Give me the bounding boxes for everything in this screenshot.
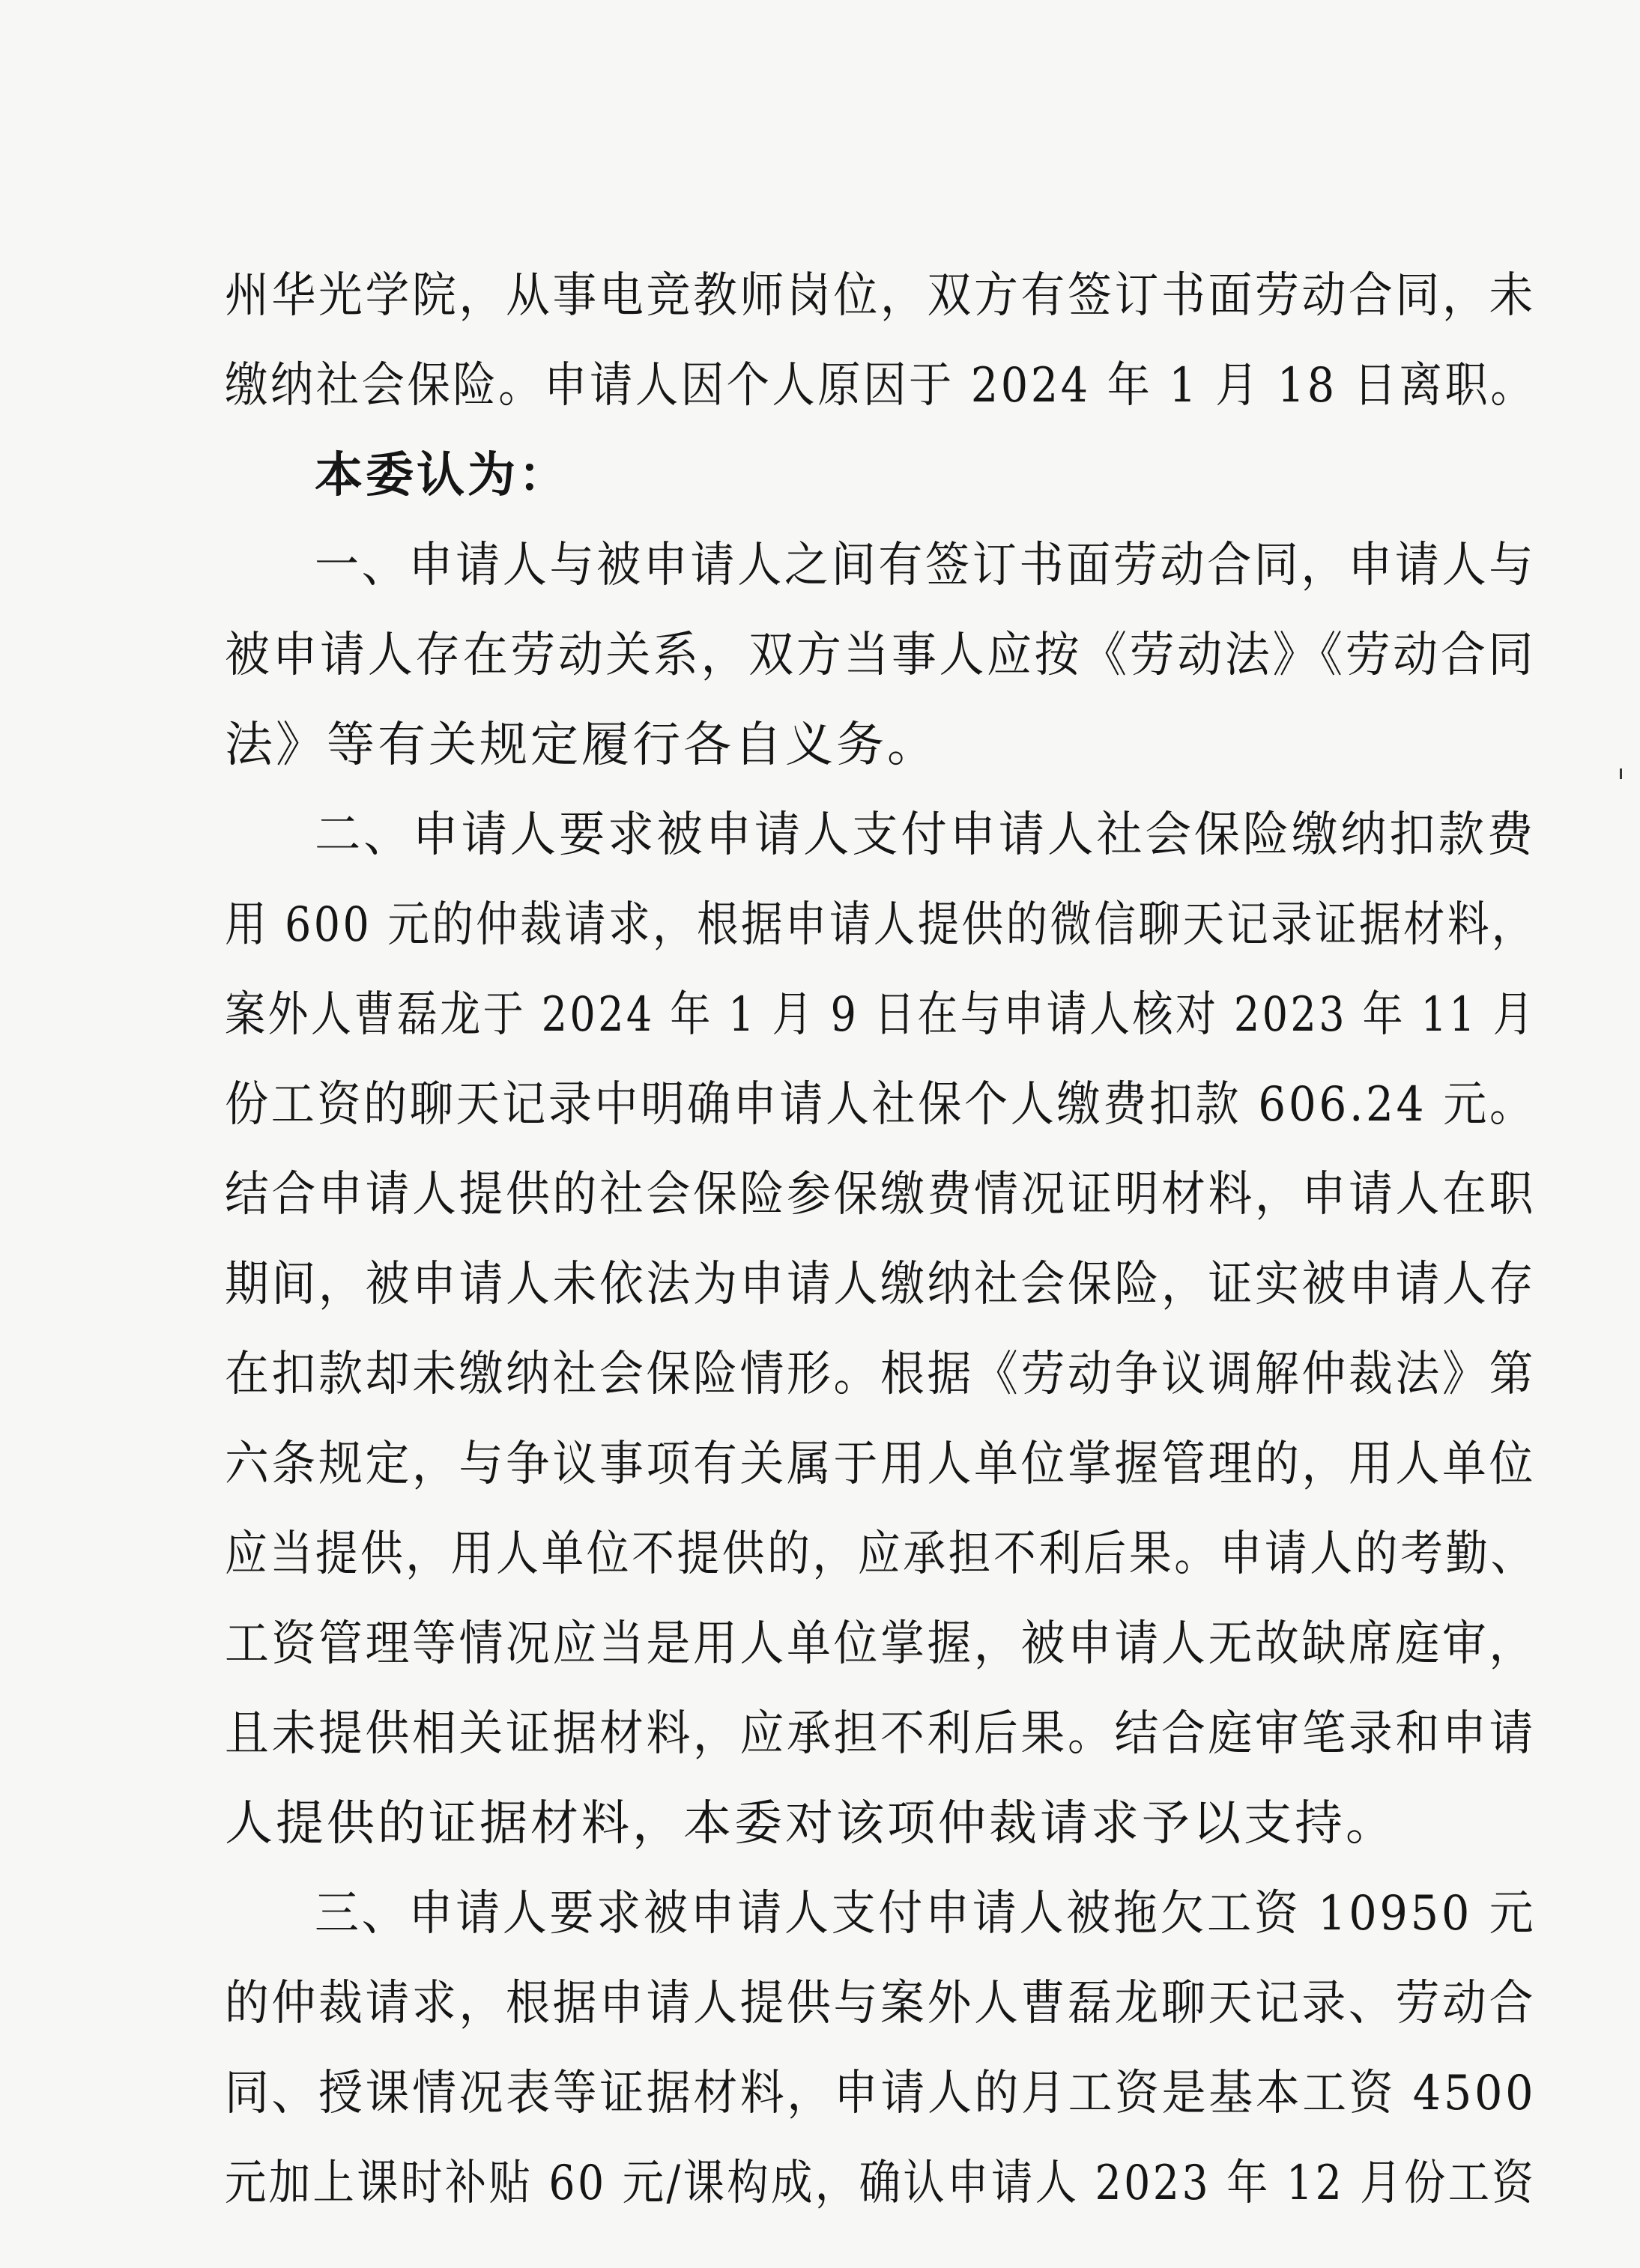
text-line-13: 在扣款却未缴纳社会保险情形。根据《劳动争议调解仲裁法》第 bbox=[225, 1347, 1536, 1402]
scan-mark bbox=[1620, 768, 1622, 779]
section-heading: 本委认为： bbox=[315, 447, 569, 503]
text-line-15: 应当提供，用人单位不提供的，应承担不利后果。申请人的考勤、 bbox=[225, 1526, 1536, 1582]
text-line-20: 的仲裁请求，根据申请人提供与案外人曹磊龙聊天记录、劳动合 bbox=[225, 1976, 1536, 2031]
text-line-19: 三、申请人要求被申请人支付申请人被拖欠工资 10950 元 bbox=[315, 1886, 1537, 1941]
text-line-12: 期间，被申请人未依法为申请人缴纳社会保险，证实被申请人存 bbox=[225, 1257, 1536, 1312]
text-line-4: 一、申请人与被申请人之间有签订书面劳动合同，申请人与 bbox=[315, 538, 1536, 593]
text-line-14: 六条规定，与争议事项有关属于用人单位掌握管理的，用人单位 bbox=[225, 1437, 1536, 1492]
text-line-1: 州华光学院，从事电竞教师岗位，双方有签订书面劳动合同，未 bbox=[225, 268, 1536, 324]
text-line-5: 被申请人存在劳动关系，双方当事人应按《劳动法》《劳动合同 bbox=[225, 628, 1536, 683]
text-line-16: 工资管理等情况应当是用人单位掌握，被申请人无故缺席庭审， bbox=[225, 1616, 1536, 1672]
text-line-17: 且未提供相关证据材料，应承担不利后果。结合庭审笔录和申请 bbox=[225, 1706, 1536, 1762]
text-line-8: 用 600 元的仲裁请求，根据申请人提供的微信聊天记录证据材料， bbox=[225, 897, 1536, 953]
text-line-18: 人提供的证据材料，本委对该项仲裁请求予以支持。 bbox=[225, 1796, 1397, 1852]
text-line-6: 法》等有关规定履行各自义务。 bbox=[225, 718, 938, 773]
text-line-9: 案外人曹磊龙于 2024 年 1 月 9 日在与申请人核对 2023 年 11 月 bbox=[225, 987, 1537, 1043]
text-line-21: 同、授课情况表等证据材料，申请人的月工资是基本工资 4500 bbox=[225, 2066, 1537, 2121]
text-line-7: 二、申请人要求被申请人支付申请人社会保险缴纳扣款费 bbox=[315, 807, 1536, 863]
text-line-22: 元加上课时补贴 60 元/课构成，确认申请人 2023 年 12 月份工资 bbox=[225, 2156, 1537, 2211]
text-line-2: 缴纳社会保险。申请人因个人原因于 2024 年 1 月 18 日离职。 bbox=[225, 358, 1537, 413]
text-line-11: 结合申请人提供的社会保险参保缴费情况证明材料，申请人在职 bbox=[225, 1167, 1536, 1222]
text-line-10: 份工资的聊天记录中明确申请人社保个人缴费扣款 606.24 元。 bbox=[225, 1077, 1536, 1133]
